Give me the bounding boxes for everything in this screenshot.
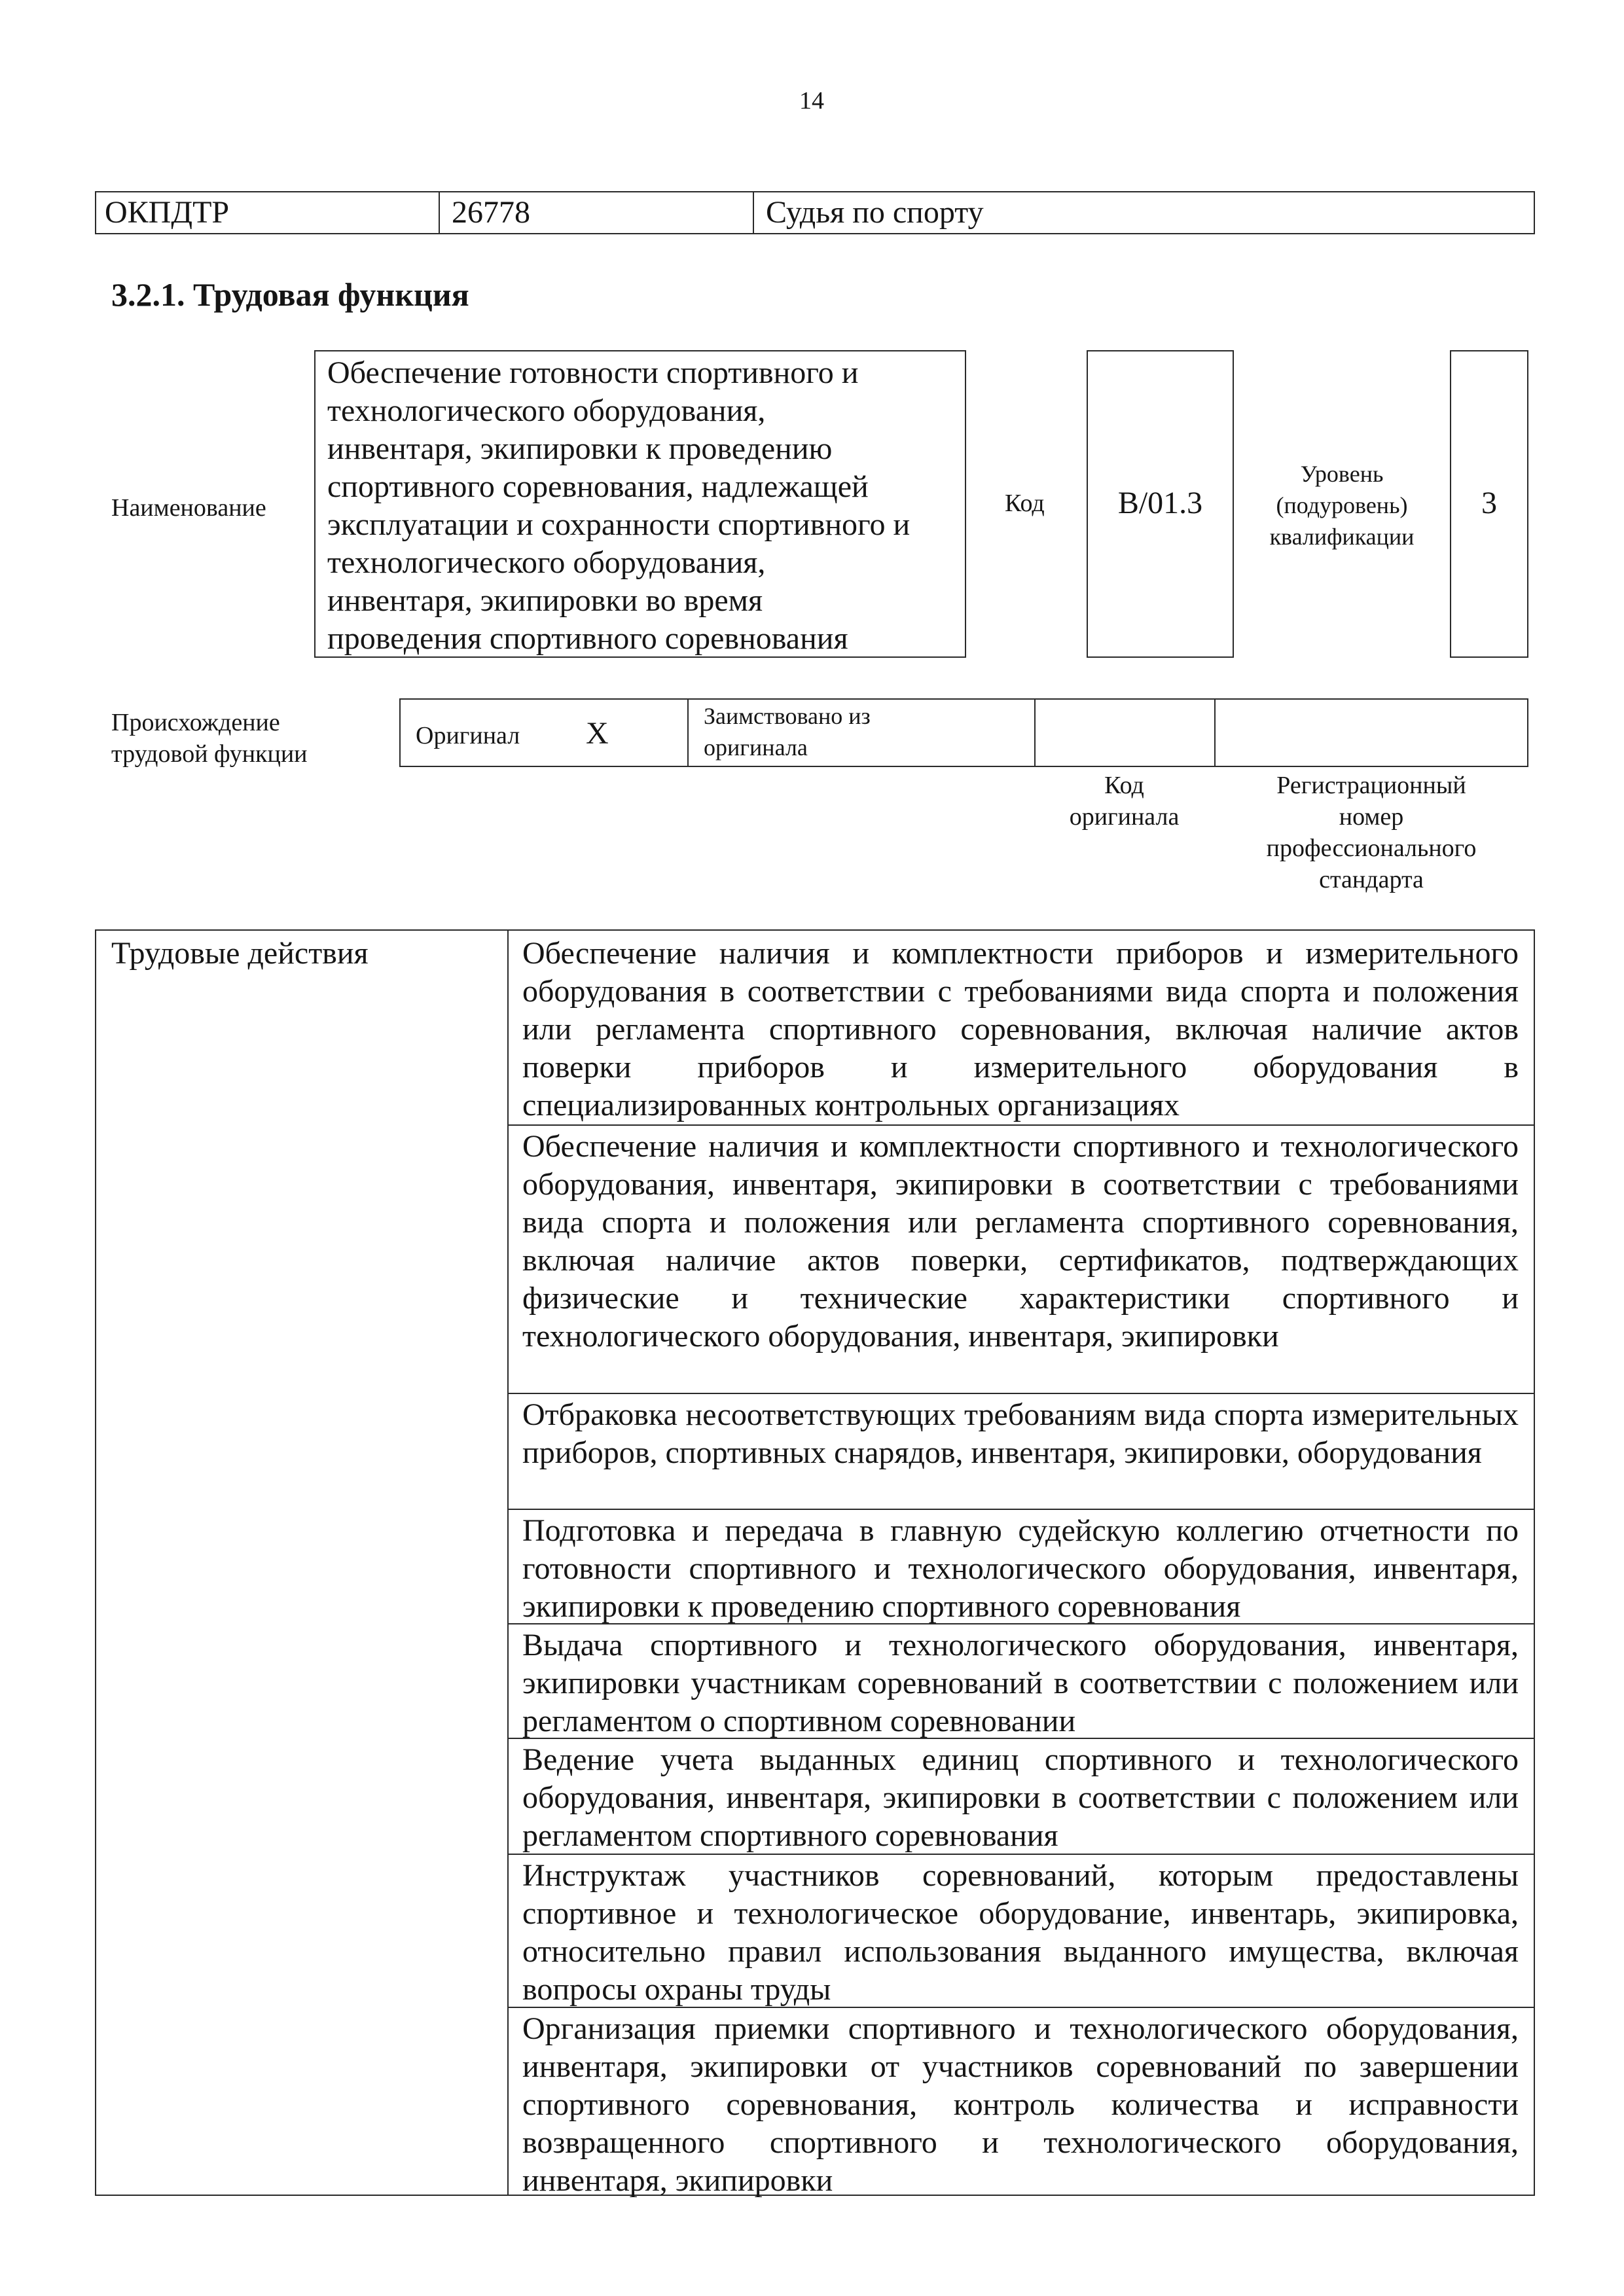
labor-action-item: Отбраковка несоответствующих требованиям вида спорта измерительных приборов, спортивных снарядов, инвентаря, экипировки, оборудования [522,1397,1519,1470]
level-label-line: квалификации [1269,524,1415,550]
okpdtr-code: 26778 [452,195,530,230]
origin-label-line: трудовой функции [111,740,308,768]
labor-action-item: Ведение учета выданных единиц спортивного и технологического оборудования, инвентаря, экипировки в соответствии с положением или регламентом спортивного соревнования [522,1742,1519,1853]
origin-row [399,698,1528,767]
borrowed-label-line: оригинала [704,734,808,761]
function-name-line: инвентаря, экипировки к проведению [327,431,833,466]
code-label: Код [1005,490,1045,517]
reg-number-label [1214,770,1528,895]
level-value: 3 [1481,486,1497,520]
level-label [1244,458,1440,552]
labor-actions-label: Трудовые действия [111,936,369,971]
name-label: Наименование [111,494,266,522]
function-name-line: проведения спортивного соревнования [327,621,848,656]
function-name-line: технологического оборудования, [327,545,766,580]
level-label-line: (подуровень) [1276,492,1408,518]
borrowed-label-line: Заимствовано из [704,703,871,729]
labor-action-item: Подготовка и передача в главную судейскую коллегию отчетности по готовности спортивного и технологического оборудования, инвентаря, экипировки к проведению спортивного соревнования [522,1513,1519,1624]
page-number: 14 [799,87,824,115]
labor-action-item: Выдача спортивного и технологического оборудования, инвентаря, экипировки участникам соревнований в соответствии с положением или регламентом о спортивном соревновании [522,1628,1519,1738]
function-name-line: эксплуатации и сохранности спортивного и [327,507,911,542]
function-name-line: технологического оборудования, [327,393,766,428]
original-mark: X [586,716,609,751]
function-name-line: спортивного соревнования, надлежащей [327,469,869,504]
reg-number-line: профессионального [1266,834,1477,862]
code-original-label [1034,770,1214,833]
code-original-line: оригинала [1069,803,1180,831]
code-value: В/01.3 [1117,486,1203,520]
origin-label [111,707,308,770]
labor-action-item: Обеспечение наличия и комплектности спортивного и технологического оборудования, инвентаря, экипировки в соответствии с требованиями вида спорта и положения или регламента спортивного соревнования, включая наличие актов поверки, сертификатов, подтверждающих физические и технические характеристики спортивного и технологического оборудования, инвентаря, экипировки [522,1129,1519,1354]
reg-number-line: стандарта [1319,866,1424,893]
borrowed-label [704,700,871,763]
labor-action-item: Организация приемки спортивного и технологического оборудования, инвентаря, экипировки от участников соревнований по завершении спортивного соревнования, контроль количества и исправности возвращенного спортивного и технологического оборудования, инвентаря, экипировки [522,2011,1519,2198]
level-label-line: Уровень [1300,461,1384,487]
okpdtr-label: ОКПДТР [105,195,230,230]
code-original-line: Код [1104,772,1144,799]
reg-number-line: Регистрационный [1276,772,1466,799]
original-label: Оригинал [416,722,520,749]
origin-label-line: Происхождение [111,709,280,736]
function-name-line: инвентаря, экипировки во время [327,583,763,618]
function-name-box [314,350,966,658]
labor-action-item: Инструктаж участников соревнований, которым предоставлены спортивное и технологическое оборудование, инвентарь, экипировка, относительно правил использования выданного имущества, включая вопросы охраны труды [522,1858,1519,2007]
function-name-line: Обеспечение готовности спортивного и [327,355,859,390]
okpdtr-name: Судья по спорту [766,195,984,230]
reg-number-line: номер [1339,803,1404,831]
section-title: 3.2.1. Трудовая функция [111,276,469,313]
labor-action-item: Обеспечение наличия и комплектности приборов и измерительного оборудования в соответствии с требованиями вида спорта и положения или регламента спортивного соревнования, включая наличие актов поверки приборов и измерительного оборудования в специализированных контрольных организациях [522,936,1519,1122]
